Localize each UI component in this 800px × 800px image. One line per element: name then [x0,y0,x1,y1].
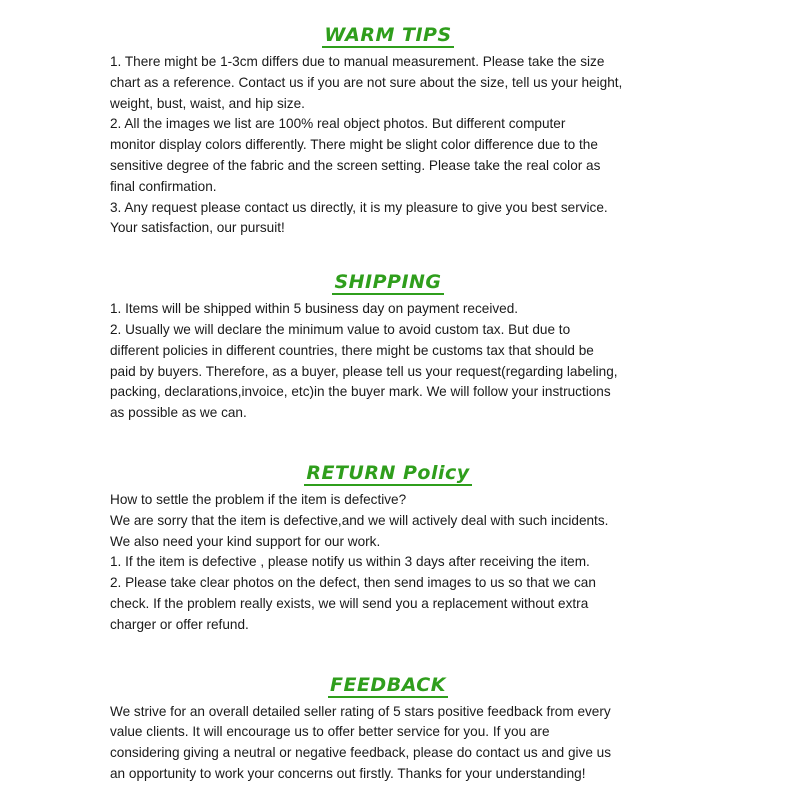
text-line: We strive for an overall detailed seller rating of 5 stars positive feedback from every [110,703,611,719]
text-line: as possible as we can. [110,405,247,421]
shipping-title: SHIPPING [334,271,442,294]
text-line: 2. Usually we will declare the minimum value to avoid custom tax. But due to [110,321,571,337]
section-heading-feedback [110,668,666,702]
section-warm-tips [110,18,666,239]
feedback-title: FEEDBACK [330,673,446,696]
text-line: packing, declarations,invoice, etc)in the buyer mark. We will follow your instructions [110,384,611,400]
text-line: 1. Items will be shipped within 5 business day on payment received. [110,301,519,317]
text-line: charger or offer refund. [110,616,249,632]
section-shipping [110,265,666,424]
section-heading-warm-tips [110,18,666,52]
text-line: We are sorry that the item is defective,and we will actively deal with such incidents. [110,512,609,528]
text-line: We also need your kind support for our work. [110,533,381,549]
warm-tips-title: WARM TIPS [324,24,452,46]
policy-document [110,18,666,785]
return-policy-title: RETURN Policy [306,461,470,484]
section-return-policy [110,456,666,636]
text-line: How to settle the problem if the item is defective? [110,491,407,507]
text-line: 2. Please take clear photos on the defect, then send images to us so that we can [110,575,596,591]
text-line: 3. Any request please contact us directly, it is my pleasure to give you best service. [110,199,608,215]
warm-tips-text [110,52,666,239]
text-line: Your satisfaction, our pursuit! [110,220,285,236]
section-feedback [110,668,666,785]
text-line: different policies in different countries, there might be customs tax that should be [110,342,594,358]
section-heading-shipping [110,265,666,299]
text-line: 1. If the item is defective , please notify us within 3 days after receiving the item. [110,554,590,570]
text-line: sensitive degree of the fabric and the screen setting. Please take the real color as [110,157,601,173]
text-line: chart as a reference. Contact us if you are not sure about the size, tell us your height, [110,74,623,90]
section-heading-return-policy [110,456,666,490]
text-line: 2. All the images we list are 100% real object photos. But different computer [110,116,566,132]
section-spacer [110,636,666,668]
text-line: 1. There might be 1-3cm differs due to manual measurement. Please take the size [110,54,605,69]
text-line: final confirmation. [110,178,217,194]
text-line: paid by buyers. Therefore, as a buyer, please tell us your request(regarding labeling, [110,363,618,379]
text-line: considering giving a neutral or negative feedback, please do contact us and give us [110,745,612,761]
section-spacer [110,239,666,265]
feedback-text [110,702,666,785]
text-line: an opportunity to work your concerns out firstly. Thanks for your understanding! [110,765,586,781]
text-line: weight, bust, waist, and hip size. [110,95,305,111]
shipping-text [110,299,666,424]
text-line: check. If the problem really exists, we will send you a replacement without extra [110,595,589,611]
text-line: monitor display colors differently. There might be slight color difference due to the [110,137,598,153]
return-policy-text [110,490,666,636]
text-line: value clients. It will encourage us to offer better service for you. If you are [110,724,550,740]
section-spacer [110,424,666,456]
